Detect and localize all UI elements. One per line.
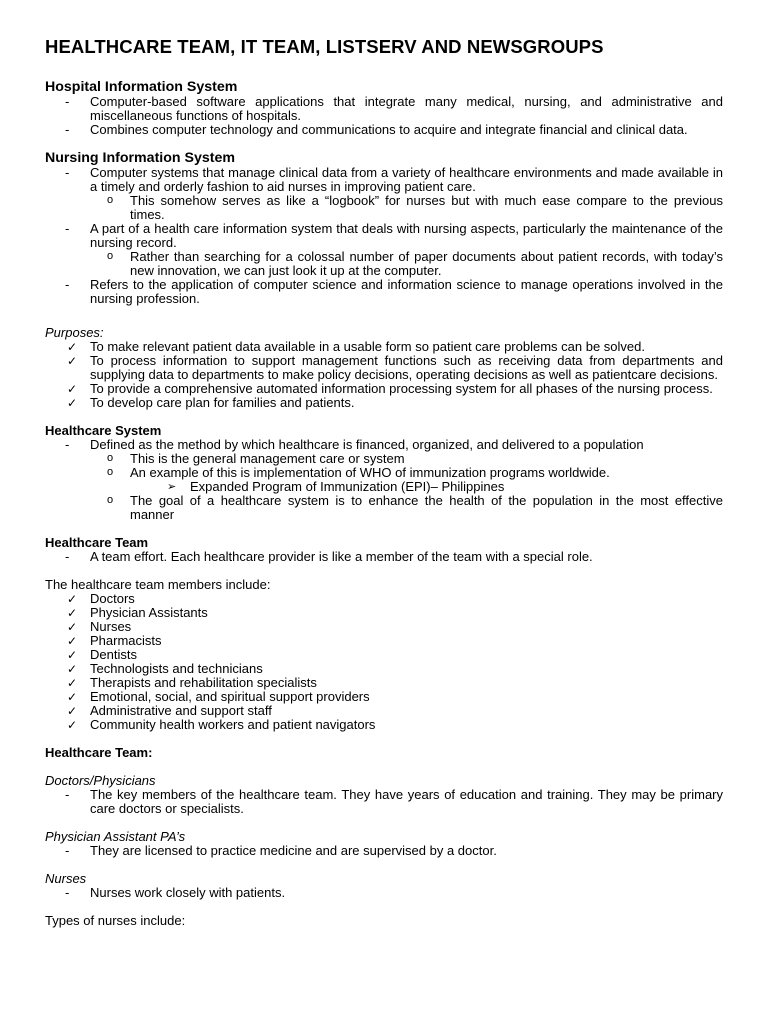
nis-list xyxy=(45,166,723,306)
sub-list-item: o This somehow serves as like a “logbook” for nurses but with much ease compare to the previous times. xyxy=(107,193,723,222)
page-title: HEALTHCARE TEAM, IT TEAM, LISTSERV AND NEWSGROUPS xyxy=(45,36,604,57)
list-item: - Combines computer technology and communications to acquire and integrate financial and clinical data. xyxy=(65,122,688,137)
list-item: ✓ To process information to support management functions such as receiving data from departments and supplying data to departments to make policy decisions, operating decisions as well as patientcare decisions. xyxy=(67,353,723,382)
circle-bullet-icon: o xyxy=(107,494,114,506)
members-intro: The healthcare team members include: xyxy=(45,577,271,592)
purposes-list xyxy=(45,340,723,410)
sub-list-item: o Rather than searching for a colossal number of paper documents about patient records, with today’s new innovation, we can just look it up at the computer. xyxy=(107,249,723,278)
role-doctors xyxy=(45,774,723,816)
dash-bullet: - xyxy=(65,94,70,109)
list-item: ✓ To make relevant patient data available in a usable form so patient care problems can be solved. xyxy=(67,339,645,354)
checkmark-icon: ✓ xyxy=(67,634,78,648)
checkmark-icon: ✓ xyxy=(67,606,78,620)
section-healthcare-team xyxy=(45,536,723,564)
list-item: ✓ Technologists and technicians xyxy=(67,661,263,676)
circle-bullet-icon: o xyxy=(107,466,114,478)
types-of-nurses-label: Types of nurses include: xyxy=(45,913,186,928)
list-item: ✓ Community health workers and patient navigators xyxy=(67,717,376,732)
list-item: - A team effort. Each healthcare provider is like a member of the team with a special role. xyxy=(65,549,593,564)
checkmark-icon: ✓ xyxy=(67,662,78,676)
checkmark-icon: ✓ xyxy=(67,354,78,368)
list-item: - Defined as the method by which healthcare is financed, organized, and delivered to a population o This is the general management care or system o An example of this is implementation of WHO of immunization programs worldwide. ➢ Expanded Program of Immunization (EPI)– Philippines o The goal of a healthcare system is to enhance the health of the population in the most effective manner xyxy=(65,437,723,522)
sub-list-item: o This is the general management care or system xyxy=(107,451,405,466)
hcs-heading: Healthcare System xyxy=(45,423,162,438)
dash-bullet: - xyxy=(65,843,70,858)
circle-bullet-icon: o xyxy=(107,250,114,262)
purposes-label: Purposes: xyxy=(45,325,104,340)
nis-heading: Nursing Information System xyxy=(45,150,235,166)
list-item: ✓ Doctors xyxy=(67,591,135,606)
dash-bullet: - xyxy=(65,437,70,452)
checkmark-icon: ✓ xyxy=(67,382,78,396)
checkmark-icon: ✓ xyxy=(67,648,78,662)
checkmark-icon: ✓ xyxy=(67,396,78,410)
members-list xyxy=(45,592,723,732)
circle-bullet-icon: o xyxy=(107,452,114,464)
dash-bullet: - xyxy=(65,165,70,180)
arrow-bullet-icon: ➢ xyxy=(167,481,177,493)
list-item: ✓ To develop care plan for families and patients. xyxy=(67,395,355,410)
nurses-label: Nurses xyxy=(45,871,87,886)
checkmark-icon: ✓ xyxy=(67,676,78,690)
dash-bullet: - xyxy=(65,122,70,137)
pa-list xyxy=(45,844,723,858)
section-purposes xyxy=(45,326,723,410)
role-physician-assistant xyxy=(45,830,723,858)
sub-list xyxy=(90,452,723,522)
checkmark-icon: ✓ xyxy=(67,620,78,634)
circle-bullet-icon: o xyxy=(107,194,114,206)
sub-list xyxy=(90,250,723,278)
checkmark-icon: ✓ xyxy=(67,340,78,354)
section-healthcare-team-roles xyxy=(45,746,723,760)
list-item: ✓ Emotional, social, and spiritual support providers xyxy=(67,689,370,704)
list-item: - A part of a health care information system that deals with nursing aspects, particularly the maintenance of the nursing record. o Rather than searching for a colossal number of paper documents about patient records, with today’s new innovation, we can just look it up at the computer. xyxy=(65,221,723,278)
arrow-list xyxy=(130,480,723,494)
sub-list xyxy=(90,194,723,222)
list-item: ✓ Dentists xyxy=(67,647,137,662)
checkmark-icon: ✓ xyxy=(67,592,78,606)
list-item: ✓ To provide a comprehensive automated information processing system for all phases of the nursing process. xyxy=(67,381,713,396)
pa-label: Physician Assistant PA’s xyxy=(45,829,186,844)
dash-bullet: - xyxy=(65,221,70,236)
list-item: ✓ Nurses xyxy=(67,619,132,634)
team-heading: Healthcare Team xyxy=(45,535,149,550)
list-item: - They are licensed to practice medicine and are supervised by a doctor. xyxy=(65,843,497,858)
list-item: ✓ Pharmacists xyxy=(67,633,162,648)
arrow-list-item: ➢ Expanded Program of Immunization (EPI)– Philippines xyxy=(167,479,505,494)
dash-bullet: - xyxy=(65,549,70,564)
list-item: - Nurses work closely with patients. xyxy=(65,885,286,900)
section-team-members xyxy=(45,578,723,732)
list-item: - Computer systems that manage clinical data from a variety of healthcare environments and made available in a timely and orderly fashion to aid nurses in improving patient care. o This somehow serves as like a “logbook” for nurses but with much ease compare to the previous times. xyxy=(65,165,723,222)
dash-bullet: - xyxy=(65,277,70,292)
list-item: ✓ Therapists and rehabilitation specialists xyxy=(67,675,317,690)
his-heading: Hospital Information System xyxy=(45,79,238,95)
team-list xyxy=(45,550,723,564)
list-item: - Computer-based software applications that integrate many medical, nursing, and administrative and miscellaneous functions of hospitals. xyxy=(65,94,723,123)
list-item: ✓ Administrative and support staff xyxy=(67,703,272,718)
list-item: - Refers to the application of computer science and information science to manage operations involved in the nursing profession. xyxy=(65,277,723,306)
list-item: ✓ Physician Assistants xyxy=(67,605,208,620)
dash-bullet: - xyxy=(65,787,70,802)
doctors-list xyxy=(45,788,723,816)
section-hospital-information-system xyxy=(45,80,723,137)
sub-list-item: o An example of this is implementation of WHO of immunization programs worldwide. ➢ Expanded Program of Immunization (EPI)– Philippines xyxy=(90,466,723,494)
dash-bullet: - xyxy=(65,885,70,900)
team2-heading: Healthcare Team: xyxy=(45,745,153,760)
section-nursing-information-system xyxy=(45,151,723,306)
list-item: - The key members of the healthcare team. They have years of education and training. They may be primary care doctors or specialists. xyxy=(65,787,723,816)
section-healthcare-system xyxy=(45,424,723,522)
role-nurses xyxy=(45,872,723,900)
checkmark-icon: ✓ xyxy=(67,718,78,732)
checkmark-icon: ✓ xyxy=(67,704,78,718)
his-list xyxy=(45,95,723,137)
checkmark-icon: ✓ xyxy=(67,690,78,704)
nurses-list xyxy=(45,886,723,900)
hcs-list xyxy=(45,438,723,522)
sub-list-item: o The goal of a healthcare system is to enhance the health of the population in the most effective manner xyxy=(107,493,723,522)
doctors-label: Doctors/Physicians xyxy=(45,773,156,788)
